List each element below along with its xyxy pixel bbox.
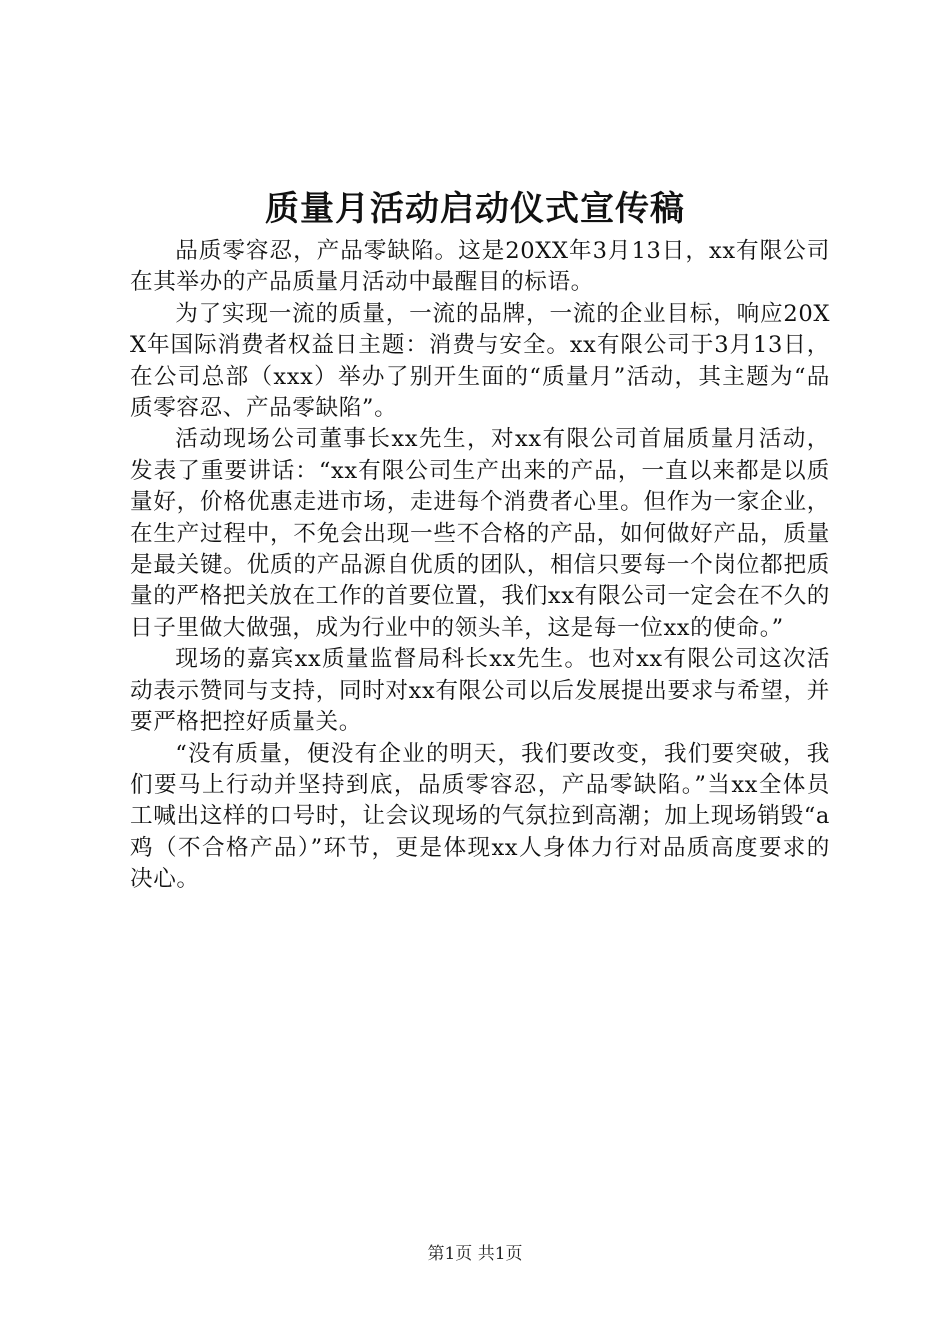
paragraph-2: 为了实现一流的质量，一流的品牌，一流的企业目标，响应20XX年国际消费者权益日主题：消费与安全。xx有限公司于3月13日，在公司总部（xxx）举办了别开生面的“质量月”活动，其主题为“品质零容忍、产品零缺陷”。	[130, 300, 830, 422]
paragraph-3: 活动现场公司董事长xx先生，对xx有限公司首届质量月活动，发表了重要讲话：“xx有限公司生产出来的产品，一直以来都是以质量好，价格优惠走进市场，走进每个消费者心里。但作为一家企业，在生产过程中，不免会出现一些不合格的产品，如何做好产品，质量是最关键。优质的产品源自优质的团队，相信只要每一个岗位都把质量的严格把关放在工作的首要位置，我们xx有限公司一定会在不久的日子里做大做强，成为行业中的领头羊，这是每一位xx的使命。”	[130, 426, 830, 641]
document-body	[130, 236, 830, 896]
paragraph-1: 品质零容忍，产品零缺陷。这是20XX年3月13日，xx有限公司在其举办的产品质量月活动中最醒目的标语。	[130, 238, 830, 296]
paragraph-5: “没有质量，便没有企业的明天，我们要改变，我们要突破，我们要马上行动并坚持到底，品质零容忍，产品零缺陷。”当xx全体员工喊出这样的口号时，让会议现场的气氛拉到高潮；加上现场销毁“a鸡（不合格产品）”环节，更是体现xx人身体力行对品质高度要求的决心。	[130, 740, 830, 893]
page-number-footer: 第1页 共1页	[427, 1244, 523, 1264]
document-title: 质量月活动启动仪式宣传稿	[265, 189, 685, 229]
paragraph-4: 现场的嘉宾xx质量监督局科长xx先生。也对xx有限公司这次活动表示赞同与支持，同时对xx有限公司以后发展提出要求与希望，并要严格把控好质量关。	[130, 646, 830, 736]
